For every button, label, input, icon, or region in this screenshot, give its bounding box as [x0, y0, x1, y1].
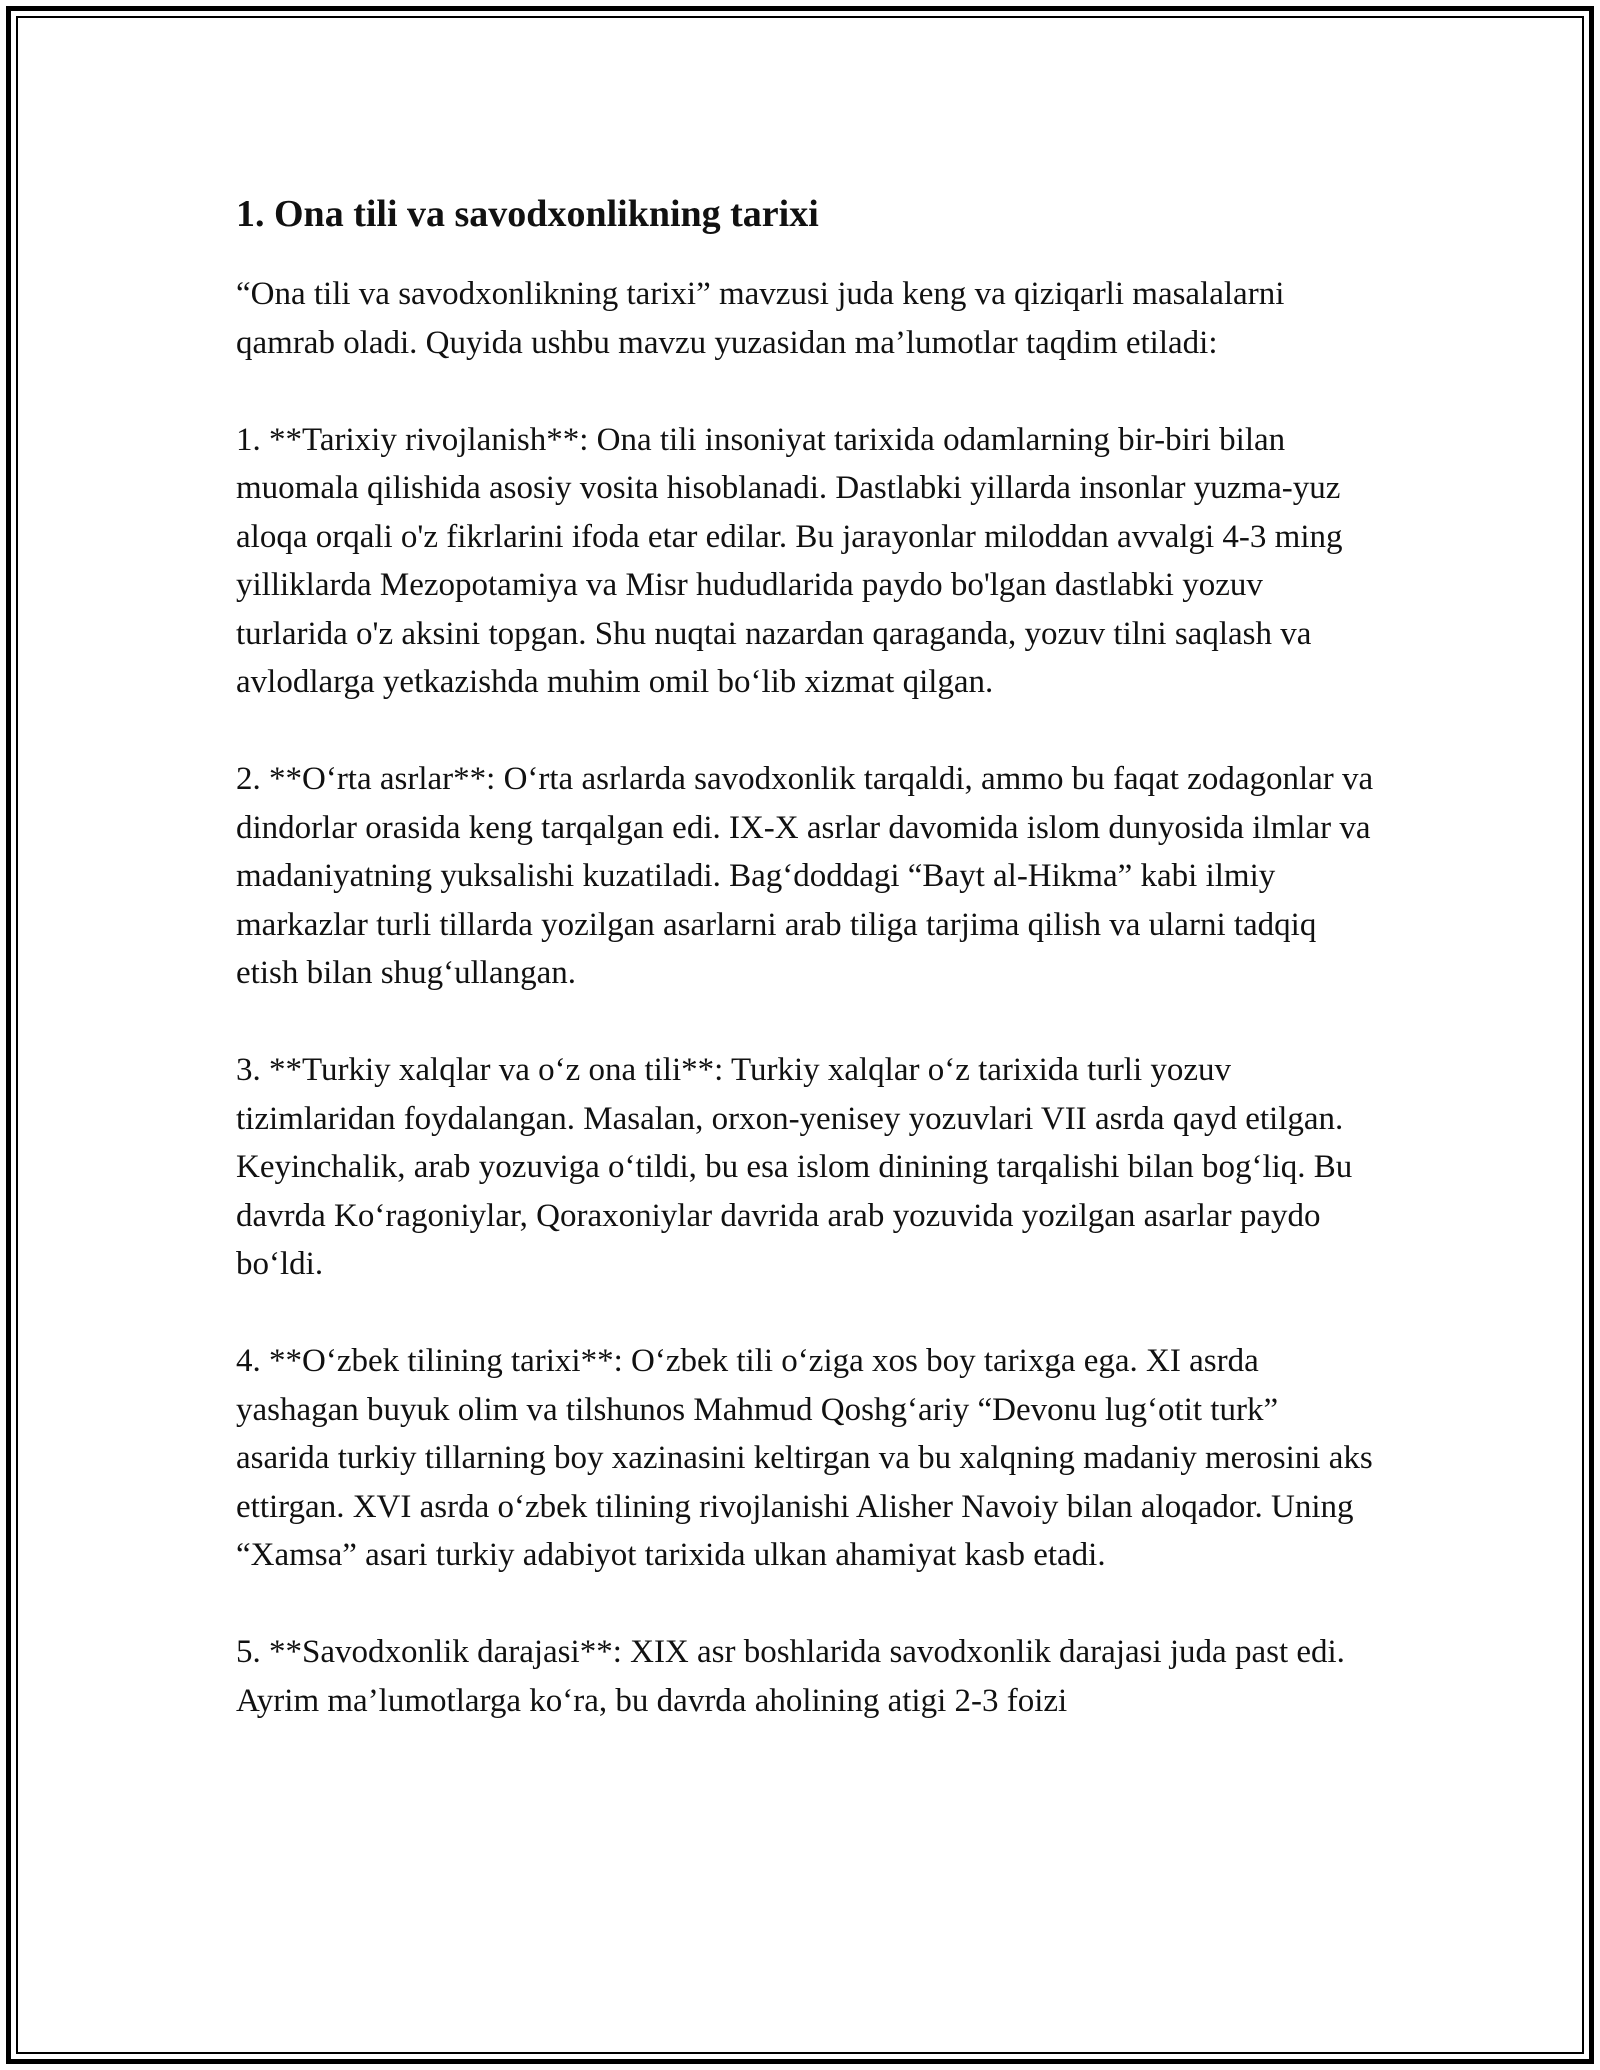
document-title: 1. Ona tili va savodxonlikning tarixi [236, 193, 819, 235]
paragraph-tarixiy-rivojlanish: 1. **Tarixiy rivojlanish**: Ona tili insoniyat tarixida odamlarning bir-biri bilan muomala qilishida asosiy vosita hisoblanadi. Dastlabki yillarda insonlar yuzma-yuz aloqa orqali o'z fikrlarini ifoda etar edilar. Bu jarayonlar miloddan avvalgi 4-3 ming yilliklarda Mezopotamiya va Misr hududlarida paydo bo'lgan dastlabki yozuv turlarida o'z aksini topgan. Shu nuqtai nazardan qaraganda, yozuv tilni saqlash va avlodlarga yetkazishda muhim omil bo‘lib xizmat qilgan. [236, 421, 1343, 700]
paragraph-savodxonlik-darajasi: 5. **Savodxonlik darajasi**: XIX asr boshlarida savodxonlik darajasi juda past edi. Ayrim ma’lumotlarga ko‘ra, bu davrda aholining atigi 2-3 foizi [236, 1634, 1345, 1719]
intro-paragraph: “Ona tili va savodxonlikning tarixi” mavzusi juda keng va qiziqarli masalalarni qamrab oladi. Quyida ushbu mavzu yuzasidan ma’lumotlar taqdim etiladi: [236, 276, 1285, 361]
paragraph-ozbek-tilining-tarixi: 4. **O‘zbek tilining tarixi**: O‘zbek tili o‘ziga xos boy tarixga ega. XI asrda yashagan buyuk olim va tilshunos Mahmud Qoshg‘ariy “Devonu lug‘otit turk” asarida turkiy tillarning boy xazinasini keltirgan va bu xalqning madaniy merosini aks ettirgan. XVI asrda o‘zbek tilining rivojlanishi Alisher Navoiy bilan aloqador. Uning “Xamsa” asari turkiy adabiyot tarixida ulkan ahamiyat kasb etadi. [236, 1343, 1373, 1573]
paragraph-orta-asrlar: 2. **O‘rta asrlar**: O‘rta asrlarda savodxonlik tarqaldi, ammo bu faqat zodagonlar va dindorlar orasida keng tarqalgan edi. IX-X asrlar davomida islom dunyosida ilmlar va madaniyatning yuksalishi kuzatiladi. Bag‘doddagi “Bayt al-Hikma” kabi ilmiy markazlar turli tillarda yozilgan asarlarni arab tiliga tarjima qilish va ularni tadqiq etish bilan shug‘ullangan. [236, 761, 1374, 991]
paragraph-turkiy-xalqlar: 3. **Turkiy xalqlar va o‘z ona tili**: Turkiy xalqlar o‘z tarixida turli yozuv tizimlaridan foydalangan. Masalan, orxon-yenisey yozuvlari VII asrda qayd etilgan. Keyinchalik, arab yozuviga o‘tildi, bu esa islom dinining tarqalishi bilan bog‘liq. Bu davrda Ko‘ragoniylar, Qoraxoniylar davrida arab yozuvida yozilgan asarlar paydo bo‘ldi. [236, 1052, 1353, 1282]
document-body [236, 186, 1376, 1774]
